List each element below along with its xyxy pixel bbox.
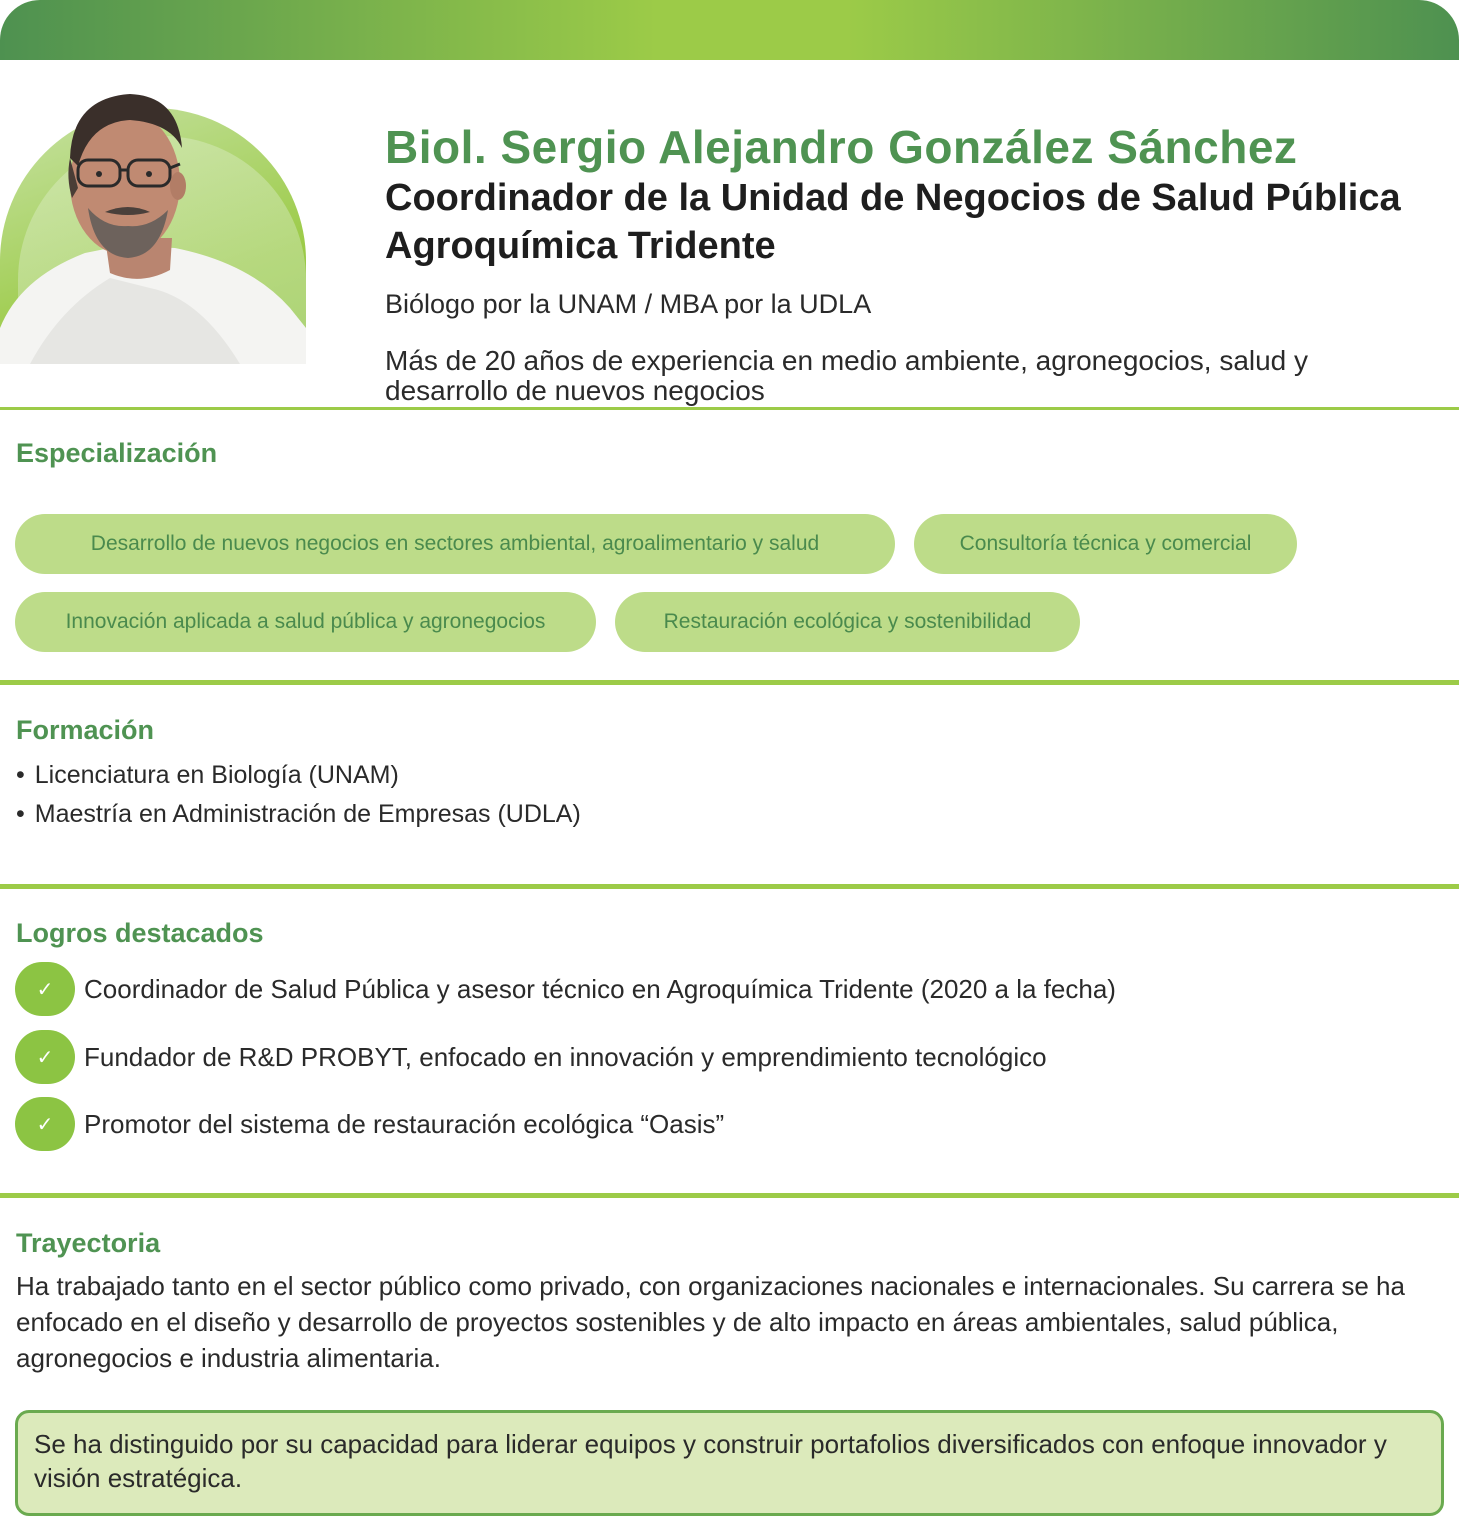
specialty-chip: Restauración ecológica y sostenibilidad (615, 592, 1080, 652)
degree-summary: Biólogo por la UNAM / MBA por la UDLA (385, 289, 872, 319)
achievement-item (15, 962, 1116, 1016)
especializacion-title: Especialización (16, 438, 218, 468)
job-title: Coordinador de la Unidad de Negocios de Salud Pública (385, 177, 1401, 219)
check-icon: ✓ (15, 1030, 75, 1084)
person-avatar (0, 88, 306, 364)
section-divider (0, 884, 1459, 889)
achievement-text: Coordinador de Salud Pública y asesor técnico en Agroquímica Tridente (2020 a la fecha) (84, 973, 1116, 1004)
highlight-callout: Se ha distinguido por su capacidad para liderar equipos y construir portafolios diversificados con enfoque innovador y visión estratégica. (15, 1410, 1444, 1516)
person-name: Biol. Sergio Alejandro González Sánchez (385, 121, 1298, 173)
section-divider (0, 680, 1459, 685)
logros-title: Logros destacados (16, 918, 264, 948)
achievement-item (15, 1097, 724, 1151)
education-list (16, 756, 581, 834)
trayectoria-title: Trayectoria (16, 1228, 161, 1258)
career-paragraph: Ha trabajado tanto en el sector público como privado, con organizaciones nacionales e internacionales. Su carrera se ha enfocado en el diseño y desarrollo de proyectos sostenibles y de alto impacto en áreas ambientales, salud pública, agronegocios e industria alimentaria. (16, 1271, 1405, 1373)
company-name: Agroquímica Tridente (385, 225, 776, 267)
education-item: • Licenciatura en Biología (UNAM) (16, 756, 581, 795)
achievement-item (15, 1030, 1047, 1084)
check-icon: ✓ (15, 962, 75, 1016)
education-item: • Maestría en Administración de Empresas (UDLA) (16, 795, 581, 834)
profile-photo (0, 88, 306, 364)
experience-summary: Más de 20 años de experiencia en medio ambiente, agronegocios, salud y desarrollo de nuevos negocios (385, 345, 1309, 406)
specialty-chip: Consultoría técnica y comercial (914, 514, 1297, 574)
section-divider (0, 1193, 1459, 1198)
achievement-text: Promotor del sistema de restauración ecológica “Oasis” (84, 1108, 725, 1139)
check-icon: ✓ (15, 1097, 75, 1151)
specialty-chip: Desarrollo de nuevos negocios en sectores ambiental, agroalimentario y salud (15, 514, 895, 574)
formacion-title: Formación (16, 715, 155, 745)
achievement-text: Fundador de R&D PROBYT, enfocado en innovación y emprendimiento tecnológico (84, 1041, 1047, 1072)
profile-header (385, 120, 1455, 406)
top-banner (0, 0, 1459, 60)
specialty-chip: Innovación aplicada a salud pública y agronegocios (15, 592, 596, 652)
section-divider (0, 407, 1459, 410)
